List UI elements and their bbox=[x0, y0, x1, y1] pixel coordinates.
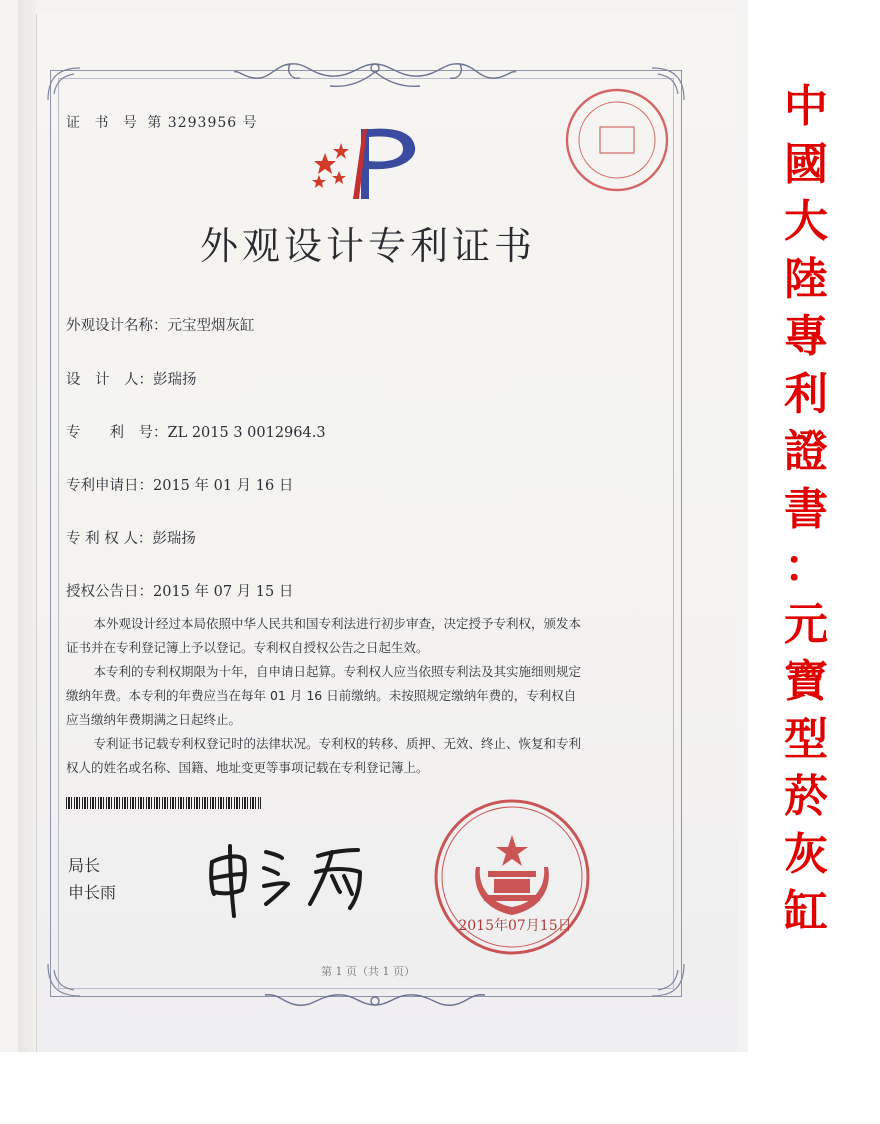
patent-office-logo-icon bbox=[305, 125, 425, 205]
seal-date: 2015年07月15日 bbox=[458, 918, 572, 934]
barcode bbox=[66, 797, 261, 809]
side-caption-char: 書 bbox=[784, 483, 828, 535]
side-caption-char: 大 bbox=[784, 196, 828, 247]
director-name: 申长雨 bbox=[68, 883, 117, 902]
corner-ornament-icon bbox=[44, 64, 84, 104]
field-grant-date bbox=[66, 580, 293, 601]
agent-seal-icon bbox=[562, 85, 672, 195]
certificate-body bbox=[66, 612, 586, 780]
top-ornament-icon bbox=[230, 58, 520, 98]
certificate-title: 外观设计专利证书 bbox=[199, 224, 536, 268]
field-value: 彭瑞扬 bbox=[152, 531, 196, 547]
side-caption-char: 缸 bbox=[784, 886, 828, 937]
side-caption-char: 菸 bbox=[784, 771, 828, 822]
field-label: 专 利 权 人： bbox=[66, 531, 153, 547]
field-design-name bbox=[66, 314, 255, 335]
field-label: 专利申请日： bbox=[66, 478, 153, 494]
field-value: ZL 2015 3 0012964.3 bbox=[167, 425, 326, 441]
field-application-date bbox=[66, 474, 293, 495]
field-value: 2015 年 01 月 16 日 bbox=[153, 478, 294, 494]
field-label: 设 计 人： bbox=[66, 372, 153, 388]
side-caption-char: 陸 bbox=[784, 253, 828, 305]
field-patent-number bbox=[66, 421, 326, 442]
side-caption bbox=[780, 78, 832, 941]
field-label: 专 利 号： bbox=[66, 425, 168, 441]
paper-edge bbox=[18, 0, 36, 1052]
side-caption-char: 專 bbox=[784, 311, 828, 362]
field-label: 授权公告日： bbox=[66, 584, 153, 600]
side-caption-char: 灰 bbox=[784, 828, 828, 880]
certificate-number-label: 证 书 号 bbox=[66, 115, 142, 131]
page-number: 第 1 页（共 1 页） bbox=[321, 965, 415, 978]
field-patentee bbox=[66, 527, 196, 548]
field-designer bbox=[66, 368, 197, 389]
side-caption-char: 利 bbox=[784, 368, 828, 420]
body-paragraph: 本专利的专利权期限为十年，自申请日起算。专利权人应当依照专利法及其实施细则规定缴纳年费。本专利的年费应当在每年 01 月 16 日前缴纳。未按照规定缴纳年费的，专利权自应当缴纳年费期满之日起终止。 bbox=[66, 664, 582, 727]
director-signature-icon bbox=[200, 832, 380, 922]
side-caption-char: 國 bbox=[784, 138, 828, 190]
certificate-number bbox=[66, 112, 258, 132]
bottom-ornament-icon bbox=[255, 975, 495, 1011]
body-paragraph: 专利证书记载专利权登记时的法律状况。专利权的转移、质押、无效、终止、恢复和专利权人的姓名或名称、国籍、地址变更等事项记载在专利登记簿上。 bbox=[66, 736, 582, 775]
field-value: 彭瑞扬 bbox=[153, 372, 197, 388]
side-caption-char: 中 bbox=[784, 81, 828, 132]
director-title: 局长 bbox=[68, 856, 101, 875]
field-value: 元宝型烟灰缸 bbox=[167, 318, 255, 334]
body-paragraph: 本外观设计经过本局依照中华人民共和国专利法进行初步审查，决定授予专利权，颁发本证书并在专利登记簿上予以登记。专利权自授权公告之日起生效。 bbox=[66, 616, 582, 655]
side-caption-char: 型 bbox=[784, 713, 828, 765]
field-label: 外观设计名称： bbox=[66, 318, 168, 334]
certificate-number-value: 第 3293956 号 bbox=[147, 115, 258, 131]
side-caption-char: 元 bbox=[784, 598, 828, 650]
side-caption-char: 寶 bbox=[784, 656, 828, 707]
side-caption-char: 證 bbox=[784, 426, 828, 477]
field-value: 2015 年 07 月 15 日 bbox=[153, 584, 294, 600]
side-caption-char: ： bbox=[784, 541, 828, 592]
